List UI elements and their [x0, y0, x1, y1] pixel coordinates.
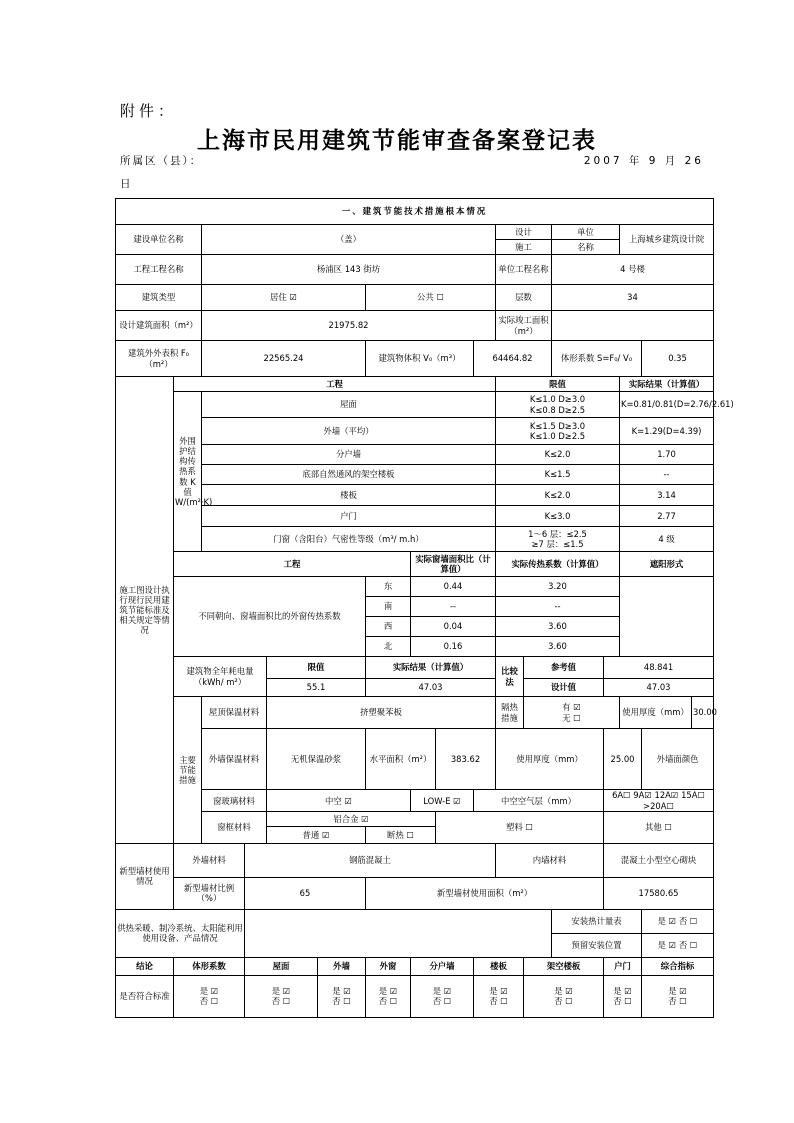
- new-wall-area-value: 17580.65: [604, 877, 714, 909]
- window-k: --: [496, 597, 620, 617]
- project-label: 工程工程名称: [116, 255, 202, 285]
- envelope-row-name: 底部自然通风的架空楼板: [202, 465, 496, 485]
- envelope-col-project: 工程: [174, 377, 496, 392]
- envelope-row-actual: K=0.81/0.81(D=2.76/2.61): [620, 392, 714, 418]
- building-type-label: 建筑类型: [116, 285, 202, 311]
- wall-material-value: 无机保温砂浆: [267, 729, 366, 790]
- envelope-row-limit: K≤2.0: [496, 485, 620, 506]
- conclusion-header: 楼板: [474, 957, 524, 975]
- new-wall-area-label: 新型墙材使用面积（m²）: [366, 877, 604, 909]
- k-group-label: 外围护结构传热系数 K 值 W/(m²·K): [174, 392, 202, 552]
- surface-value: 22565.24: [202, 341, 366, 377]
- window-k-label: 不同朝向、窗墙面积比的外窗传热系数: [174, 577, 366, 657]
- new-wall-ratio-value: 65: [245, 877, 366, 909]
- conclusion-header: 架空楼板: [524, 957, 604, 975]
- volume-label: 建筑物体积 V₀（m³）: [366, 341, 474, 377]
- window-col-project: 工程: [174, 552, 411, 577]
- exterior-wall-value: 钢筋混凝土: [245, 843, 496, 877]
- envelope-row-actual: 2.77: [620, 506, 714, 527]
- exterior-wall-label: 外墙材料: [174, 843, 245, 877]
- conclusion-cell[interactable]: 是 ☑ 否 ☐: [411, 975, 474, 1017]
- conclusion-header: 屋面: [245, 957, 318, 975]
- wall-area-value: 383.62: [436, 729, 496, 790]
- conclusion-cell[interactable]: 是 ☑ 否 ☐: [524, 975, 604, 1017]
- envelope-row-name: 外墙（平均）: [202, 418, 496, 445]
- conclusion-header: 外墙: [318, 957, 366, 975]
- design-area-value: 21975.82: [202, 311, 496, 341]
- insulation-label: 隔热措施: [496, 697, 524, 729]
- developer-label: 建设单位名称: [116, 225, 202, 255]
- shape-coefficient-label: 体形系数 S=F₀/ V₀: [552, 341, 642, 377]
- unit-project-value: 4 号楼: [552, 255, 714, 285]
- window-shading-value: [620, 577, 714, 657]
- heat-meter-label: 安装热计量表: [552, 909, 642, 933]
- actual-area-label: 实际竣工面积（m²）: [496, 311, 552, 341]
- conclusion-cell[interactable]: 是 ☑ 否 ☐: [318, 975, 366, 1017]
- energy-limit-value: 55.1: [267, 679, 366, 697]
- conclusion-cell[interactable]: 是 ☑ 否 ☐: [642, 975, 714, 1017]
- roof-thickness-value: 30.00: [692, 697, 714, 729]
- envelope-row-name: 户门: [202, 506, 496, 527]
- heat-meter-value[interactable]: 是 ☑ 否 ☐: [642, 909, 714, 933]
- actual-area-value: [552, 311, 714, 341]
- design-unit-label-1: 设计: [496, 225, 552, 240]
- window-ratio: 0.44: [411, 577, 496, 597]
- conclusion-header: 综合指标: [642, 957, 714, 975]
- insulation-options: [524, 697, 620, 729]
- design-unit-value: 上海城乡建筑设计院: [620, 225, 714, 255]
- interior-wall-label: 内墙材料: [496, 843, 604, 877]
- building-type-residential: 居住 ☑: [202, 285, 366, 311]
- conclusion-cell[interactable]: 是 ☑ 否 ☐: [174, 975, 245, 1017]
- frame-normal[interactable]: 普通 ☑: [267, 826, 366, 843]
- envelope-row-actual: 3.14: [620, 485, 714, 506]
- energy-compare-label: 比较法: [496, 657, 524, 697]
- unit-project-label: 单位工程名称: [496, 255, 552, 285]
- energy-reference-label: 参考值: [524, 657, 604, 679]
- measures-side-label: 主要节能措施: [174, 697, 202, 844]
- envelope-row-limit: K≤1.5 D≥3.0 K≤1.0 D≥2.5: [496, 418, 620, 445]
- reserved-position-label: 预留安装位置: [552, 933, 642, 957]
- interior-wall-value: 混凝土小型空心砌块: [604, 843, 714, 877]
- envelope-side-label: 施工图设计执行现行民用建筑节能标准及相关规定等情况: [116, 377, 174, 844]
- energy-reference-value: 48.841: [604, 657, 714, 679]
- envelope-row-actual: --: [620, 465, 714, 485]
- roof-material-value: 挤塑聚苯板: [267, 697, 496, 729]
- design-unit-label-3: 施工: [496, 240, 552, 255]
- envelope-row-actual: 1.70: [620, 445, 714, 465]
- airtightness-actual: 4 级: [620, 527, 714, 552]
- window-k: 3.60: [496, 637, 620, 657]
- glass-material-label: 窗玻璃材料: [202, 790, 267, 811]
- wall-thickness-label: 使用厚度（mm）: [496, 729, 604, 790]
- roof-thickness-label: 使用厚度（mm）: [620, 697, 692, 729]
- wall-thickness-value: 25.00: [604, 729, 642, 790]
- window-direction: 北: [366, 637, 411, 657]
- heating-label: 供热采暖、制冷系统、太阳能利用使用设备、产品情况: [116, 909, 245, 957]
- window-ratio: --: [411, 597, 496, 617]
- window-col-shading: 遮阳形式: [620, 552, 714, 577]
- energy-design-value: 47.03: [604, 679, 714, 697]
- window-k: 3.60: [496, 617, 620, 637]
- airtightness-name: 门窗（含阳台）气密性等级（m³/ m.h）: [202, 527, 496, 552]
- window-ratio: 0.16: [411, 637, 496, 657]
- window-direction: 东: [366, 577, 411, 597]
- wall-area-label: 水平面积（m²）: [366, 729, 436, 790]
- glass-hollow[interactable]: 中空 ☑: [267, 790, 411, 811]
- glass-low-e[interactable]: LOW-E ☑: [411, 790, 474, 811]
- project-value: 杨浦区 143 街坊: [202, 255, 496, 285]
- energy-col-actual: 实际结果（计算值）: [366, 657, 496, 679]
- envelope-row-limit: K≤3.0: [496, 506, 620, 527]
- conclusion-row-label: 是否符合标准: [116, 975, 174, 1017]
- window-k: 3.20: [496, 577, 620, 597]
- conclusion-cell[interactable]: 是 ☑ 否 ☐: [604, 975, 642, 1017]
- envelope-row-limit: K≤1.5: [496, 465, 620, 485]
- glass-air-gap-label: 中空空气层（mm）: [474, 790, 604, 811]
- conclusion-header: 体形系数: [174, 957, 245, 975]
- volume-value: 64464.82: [474, 341, 552, 377]
- shape-coefficient-value: 0.35: [642, 341, 714, 377]
- heating-value: [245, 909, 552, 957]
- energy-design-label: 设计值: [524, 679, 604, 697]
- frame-thermal-break[interactable]: 断热 ☐: [366, 826, 436, 843]
- frame-aluminum[interactable]: 铝合金 ☑: [267, 811, 436, 826]
- section-title: 一、建筑节能技术措施根本情况: [116, 199, 714, 225]
- building-type-public: 公共 ☐: [366, 285, 496, 311]
- conclusion-header: 户门: [604, 957, 642, 975]
- window-col-k: 实际传热系数（计算值）: [496, 552, 620, 577]
- airtightness-limit: 1～6 层：≤2.5 ≥7 层：≤1.5: [496, 527, 620, 552]
- conclusion-cell[interactable]: 是 ☑ 否 ☐: [474, 975, 524, 1017]
- insulation-yes[interactable]: 有 ☑: [562, 702, 581, 713]
- design-area-label: 设计建筑面积（m²）: [116, 311, 202, 341]
- energy-col-limit: 限值: [267, 657, 366, 679]
- registration-table: [115, 198, 734, 1018]
- frame-material-label: 窗框材料: [202, 811, 267, 843]
- frame-plastic[interactable]: 塑料 ☐: [436, 811, 604, 843]
- window-direction: 西: [366, 617, 411, 637]
- surface-label: 建筑外外表积 F₀（m²）: [116, 341, 202, 377]
- attachment-label: 附件：: [120, 102, 178, 120]
- design-unit-label-4: 名称: [552, 240, 620, 255]
- envelope-row-name: 屋面: [202, 392, 496, 418]
- frame-other[interactable]: 其他 ☐: [604, 811, 714, 843]
- conclusion-cell[interactable]: 是 ☑ 否 ☐: [366, 975, 411, 1017]
- developer-value: （盖）: [202, 225, 496, 255]
- window-direction: 南: [366, 597, 411, 617]
- envelope-row-name: 楼板: [202, 485, 496, 506]
- wall-color-label: 外墙面颜色: [642, 729, 714, 790]
- floors-value: 34: [552, 285, 714, 311]
- reserved-position-value[interactable]: 是 ☑ 否 ☐: [642, 933, 714, 957]
- window-ratio: 0.04: [411, 617, 496, 637]
- conclusion-header: 外窗: [366, 957, 411, 975]
- envelope-row-limit: K≤1.0 D≥3.0 K≤0.8 D≥2.5: [496, 392, 620, 418]
- energy-label: 建筑物全年耗电量（kWh/ m²）: [174, 657, 267, 697]
- envelope-row-name: 分户墙: [202, 445, 496, 465]
- insulation-no[interactable]: 无 ☐: [562, 712, 581, 723]
- envelope-row-limit: K≤2.0: [496, 445, 620, 465]
- glass-air-gap-options[interactable]: 6A☐ 9A☑ 12A☑ 15A☐ >20A☐: [604, 790, 714, 811]
- conclusion-header: 分户墙: [411, 957, 474, 975]
- window-col-ratio: 实际窗墙面积比（计算值）: [411, 552, 496, 577]
- form-title: 上海市民用建筑节能审查备案登记表: [197, 128, 597, 154]
- conclusion-header: 结论: [116, 957, 174, 975]
- new-wall-ratio-label: 新型墙材比例（%）: [174, 877, 245, 909]
- roof-material-label: 屋顶保温材料: [202, 697, 267, 729]
- floors-label: 层数: [496, 285, 552, 311]
- energy-actual-value: 47.03: [366, 679, 496, 697]
- new-wall-side-label: 新型墙材使用情况: [116, 843, 174, 909]
- envelope-col-limit: 限值: [496, 377, 620, 392]
- design-unit-label-2: 单位: [552, 225, 620, 240]
- district-label: 所属区（县）：: [120, 155, 203, 167]
- envelope-col-actual: 实际结果（计算值）: [620, 377, 714, 392]
- wall-material-label: 外墙保温材料: [202, 729, 267, 790]
- envelope-row-actual: K=1.29(D=4.39): [620, 418, 714, 445]
- form-date: 2007 年 9 月 26: [583, 155, 704, 167]
- form-date-day: 日: [120, 178, 131, 190]
- conclusion-cell[interactable]: 是 ☑ 否 ☐: [245, 975, 318, 1017]
